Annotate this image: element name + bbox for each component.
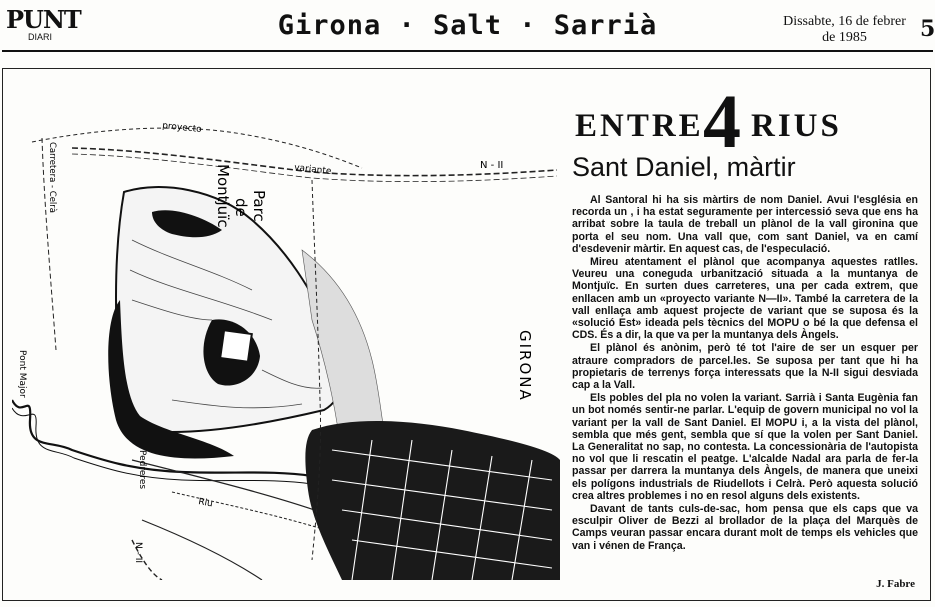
article-kicker bbox=[575, 80, 925, 164]
valley-map bbox=[12, 120, 560, 580]
paragraph: Mireu atentament el plànol que acompanya aquestes ratlles. Veureu una coneguda urbanització situada a la muntanya de Montjuïc. En surten dues carreteres, una per cada extrem, que enllacen amb un «proyecto variante N—II». També la carretera de la vall enllaça amb aquest projecte de variant que se suposa és la «solució Est» ideada pels tècnics del MOPU o bé la que defensa el CDS. És a dir, la que va per la muntanya dels Àngels. bbox=[572, 256, 918, 342]
map-label-riu: Riu bbox=[197, 497, 214, 510]
date-line-2: de 1985 bbox=[822, 30, 867, 45]
kicker-word-1: ENTRE bbox=[575, 108, 704, 144]
map-label-montjuic: Montjuïc bbox=[214, 164, 232, 228]
map-label-n2-bottom: N - II bbox=[133, 542, 143, 564]
map-road-curve bbox=[142, 520, 262, 580]
map-road-riu bbox=[172, 492, 332, 532]
logo-subtext: DIARI bbox=[28, 32, 53, 42]
article-byline: J. Fabre bbox=[876, 578, 915, 590]
map-label-n2-top: N - II bbox=[480, 160, 504, 171]
masthead-rule bbox=[2, 50, 933, 52]
section-title: Girona · Salt · Sarrià bbox=[277, 10, 658, 41]
date-line-1: Dissabte, 16 de febrer bbox=[783, 14, 906, 29]
map-fortress bbox=[220, 330, 252, 362]
paragraph: El plànol és anònim, però té tot l'aire de ser un esquer per atraure compradors de parcel.les. Se suposa per tant que hi ha propietaris de terrenys força interessats que la N-II sigui desviada cap a la Vall. bbox=[572, 342, 918, 392]
map-label-de: de bbox=[232, 198, 250, 217]
map-label-variante: variante bbox=[293, 163, 332, 177]
article-headline: Sant Daniel, màrtir bbox=[572, 152, 796, 182]
paragraph: Davant de tants culs-de-sac, hom pensa que els caps que va esculpir Oliver de Bezzi al brollador de la plaça del Marquès de Camps veuran passar encara durant molt de temps els vehicles que van i vénen de França. bbox=[572, 503, 918, 552]
paragraph: Els pobles del pla no volen la variant. Sarrià i Santa Eugènia fan un bot només sentir-ne parlar. L'equip de govern municipal no vol la variant per la vall de Sant Daniel. El MOPU i, a la vista del plànol, sembla que més gent, sembla que sí que la volen per Sant Daniel. La Generalitat no sap, no contesta. La concessionària de l'autopista no vol que li rescatin el peatge. L'alcalde Nadal ara parla de fer-la passar per darrera la muntanya dels Àngels, de manera que uneixi els polígons industrials de Riudellots i Celrà. Però aquesta solució crea altres problemes i no en resol alguns dels existents. bbox=[572, 392, 918, 502]
map-label-carretera: Carretera - Celrà bbox=[47, 142, 57, 213]
page-number: 5 bbox=[920, 16, 935, 42]
kicker-number: 4 bbox=[703, 80, 741, 164]
map-label-pedreres: Pedreres bbox=[137, 450, 147, 490]
map-label-pont-major: Pont Major bbox=[17, 350, 27, 398]
paragraph: Al Santoral hi ha sis màrtirs de nom Daniel. Avui l'església en recorda un , i ha estat seguramente per intercessió seva que ens ha arribat sobre la taula de treball un plànol de la vall gironina que porta el seu nom. Una vall que, com sant Daniel, va en camí d'esdevenir màrtir. En aquest cas, de l'especulació. bbox=[572, 194, 918, 255]
logo-text: PUNT bbox=[6, 5, 81, 34]
map-label-girona: GIRONA bbox=[516, 330, 534, 402]
kicker-word-2: RIUS bbox=[751, 108, 842, 144]
article-body bbox=[572, 194, 918, 553]
map-label-parc: Parc bbox=[250, 190, 268, 222]
masthead bbox=[0, 0, 935, 58]
dateline bbox=[772, 14, 917, 46]
map-label-proyecto: proyecto bbox=[161, 121, 203, 136]
map-city-girona bbox=[305, 421, 560, 580]
